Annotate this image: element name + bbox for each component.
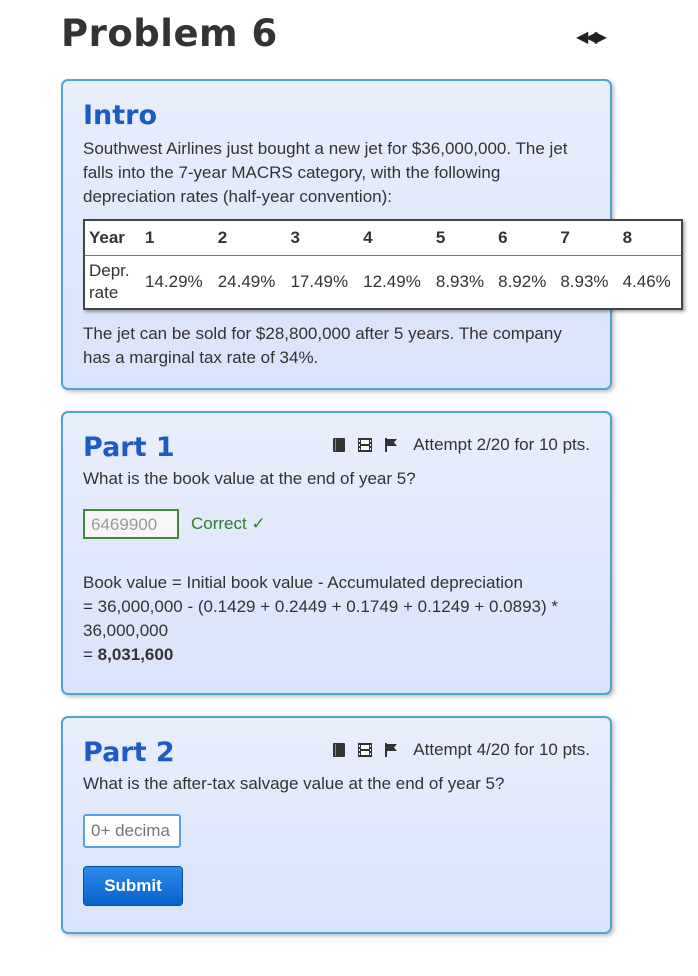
part1-card xyxy=(61,411,612,695)
rate-cell: 14.29% xyxy=(145,272,203,291)
part2-card xyxy=(61,716,612,934)
solution-line-2: = 36,000,000 - (0.1429 + 0.2449 + 0.1749 + 0.1249 + 0.0893) * 36,000,000 xyxy=(83,597,558,640)
rate-cell: 8.93% xyxy=(560,272,609,291)
intro-card xyxy=(61,79,671,390)
attempt-count: Attempt 2/20 for 10 pts. xyxy=(413,435,590,454)
year-cell: 6 xyxy=(494,220,556,256)
year-cell: 5 xyxy=(432,220,494,256)
year-cell: 7 xyxy=(556,220,618,256)
year-cell: 3 xyxy=(286,220,359,256)
table-row-rates xyxy=(84,256,682,310)
rate-cell: 8.92% xyxy=(498,272,547,291)
book-icon[interactable] xyxy=(331,742,347,758)
solution-result-prefix: = xyxy=(83,645,98,664)
part1-heading: Part 1 xyxy=(83,432,175,463)
solution-line-1: Book value = Initial book value - Accumulated depreciation xyxy=(83,573,523,592)
rate-cell: 17.49% xyxy=(290,272,349,291)
part2-heading: Part 2 xyxy=(83,737,175,768)
page-title: Problem 6 xyxy=(61,12,278,55)
table-row-years xyxy=(84,220,682,256)
part1-tools xyxy=(331,435,590,455)
flag-icon[interactable] xyxy=(383,742,399,758)
solution-result: 8,031,600 xyxy=(97,645,174,664)
part1-question: What is the book value at the end of year 5? xyxy=(83,469,416,488)
submit-button[interactable]: Submit xyxy=(83,866,183,906)
year-cell: 8 xyxy=(619,220,682,256)
answer-input[interactable] xyxy=(83,814,181,848)
rate-cell: 12.49% xyxy=(363,272,421,291)
rate-cell: 8.93% xyxy=(435,272,485,291)
intro-text: Southwest Airlines just bought a new jet for $36,000,000. The jet falls into the 7-year MACRS category, with the following depreciation rates (half-year convention): xyxy=(83,139,568,206)
rate-cell: 4.46% xyxy=(622,272,671,291)
year-cell: 2 xyxy=(214,220,287,256)
part2-tools xyxy=(331,740,590,760)
problem-nav-icon[interactable]: ◀◀▶ xyxy=(576,29,604,46)
part2-question: What is the after-tax salvage value at the end of year 5? xyxy=(83,774,505,793)
intro-text-2: The jet can be sold for $28,800,000 after 5 years. The company has a marginal tax rate of 34%. xyxy=(83,324,562,367)
film-icon[interactable] xyxy=(357,437,373,453)
flag-icon[interactable] xyxy=(383,437,399,453)
year-label: Year xyxy=(84,220,141,256)
answer-field[interactable]: 6469900 xyxy=(83,509,179,539)
rate-cell: 24.49% xyxy=(217,272,276,291)
intro-heading: Intro xyxy=(83,100,158,131)
rate-label: Depr. rate xyxy=(89,261,130,302)
year-cell: 1 xyxy=(141,220,214,256)
macrs-table xyxy=(83,219,683,310)
correct-status: Correct ✓ xyxy=(191,514,266,533)
film-icon[interactable] xyxy=(357,742,373,758)
attempt-count: Attempt 4/20 for 10 pts. xyxy=(413,740,590,759)
solution-result-line xyxy=(83,643,590,667)
book-icon[interactable] xyxy=(331,437,347,453)
year-cell: 4 xyxy=(359,220,432,256)
